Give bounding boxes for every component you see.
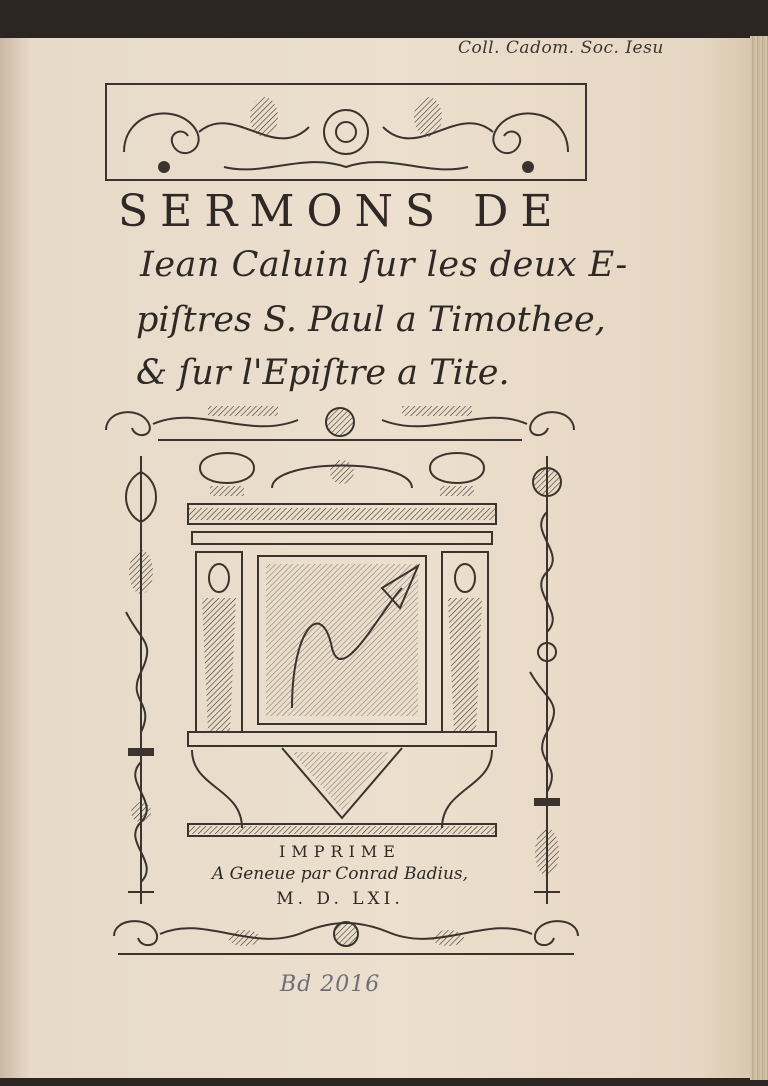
imprint-line-2: A Geneue par Conrad Badius,	[211, 864, 469, 884]
imprint-line-3: M. D. LXI.	[276, 889, 404, 909]
title-line-1: SERMONS DE	[118, 186, 565, 237]
page-edges	[750, 36, 768, 1080]
bottom-ornament-band	[104, 912, 588, 958]
mid-ornament-band	[98, 400, 582, 446]
right-column-ornament	[522, 452, 572, 908]
left-column-ornament	[116, 452, 166, 908]
shelfmark-inscription: Bd 2016	[280, 972, 381, 997]
provenance-inscription: Coll. Cadom. Soc. Iesu	[458, 38, 664, 58]
imprint-line-1: IMPRIME	[279, 842, 401, 861]
title-line-4: & ſur l'Epiſtre a Tite.	[136, 353, 510, 393]
title-line-2: Iean Caluin ſur les deux E-	[140, 245, 628, 285]
title-line-3: piſtres S. Paul a Timothee,	[136, 300, 606, 340]
top-ornament-band	[104, 82, 588, 182]
printers-device-woodcut	[182, 448, 502, 840]
